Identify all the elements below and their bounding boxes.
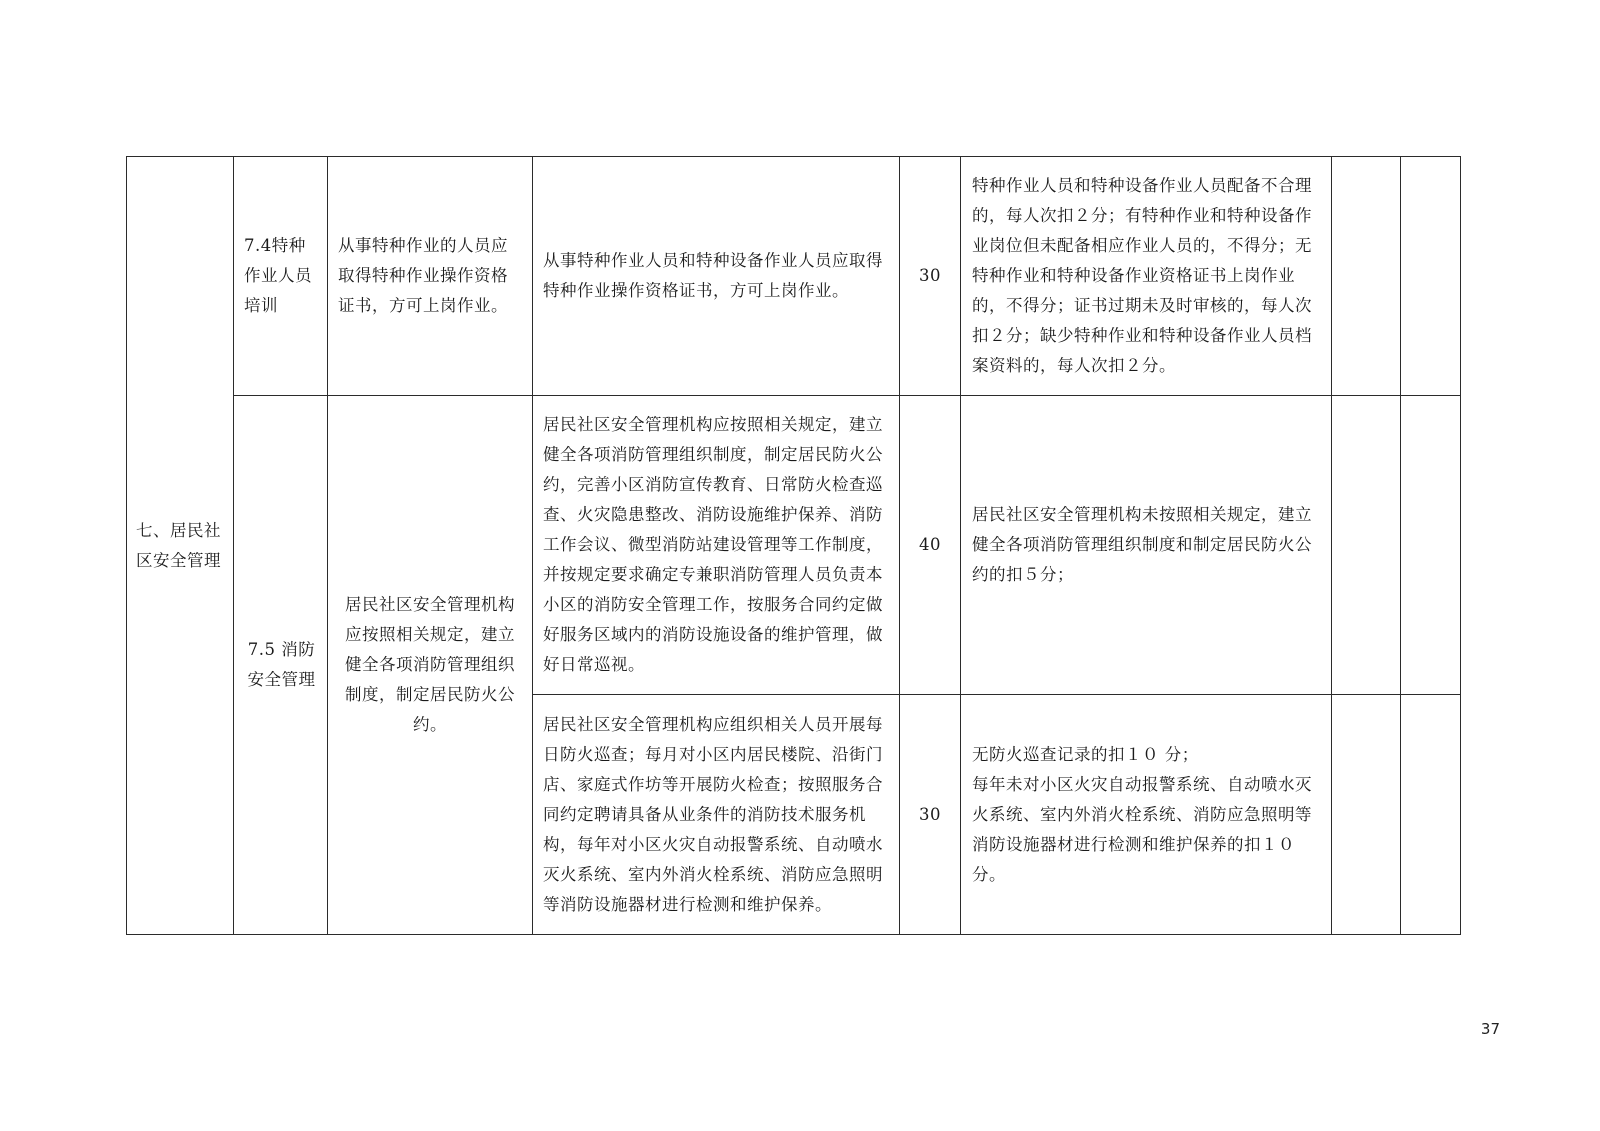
- score-cell: [900, 695, 961, 935]
- content-text: 从事特种作业人员和特种设备作业人员应取得特种作业操作资格证书，方可上岗作业。: [543, 251, 883, 300]
- item-cell: [234, 396, 328, 935]
- remark-cell: [1401, 695, 1461, 935]
- item-cell: [234, 157, 328, 396]
- evaluation-table: [126, 156, 1461, 935]
- score-value: 30: [919, 804, 941, 824]
- item-label: 7.4特种作业人员培训: [244, 236, 312, 315]
- self-assessment-cell: [1332, 396, 1401, 695]
- table-row: [127, 396, 1461, 695]
- category-label: 七、居民社区安全管理: [136, 520, 221, 570]
- deduction-text: 特种作业人员和特种设备作业人员配备不合理的，每人次扣２分；有特种作业和特种设备作业岗位但未配备相应作业人员的，不得分；无特种作业和特种设备作业资格证书上岗作业的，不得分；证书过期未及时审核的，每人次扣２分；缺少特种作业和特种设备作业人员档案资料的，每人次扣２分。: [972, 176, 1312, 375]
- category-cell: [127, 157, 234, 935]
- requirement-text: 居民社区安全管理机构应按照相关规定，建立健全各项消防管理组织制度，制定居民防火公约。: [345, 595, 515, 734]
- requirement-cell: [328, 157, 533, 396]
- deduction-cell: [961, 157, 1332, 396]
- deduction-cell: [961, 396, 1332, 695]
- table-row: [127, 157, 1461, 396]
- score-cell: [900, 396, 961, 695]
- deduction-cell: [961, 695, 1332, 935]
- content-cell: [533, 157, 900, 396]
- deduction-text: 无防火巡查记录的扣１０ 分； 每年未对小区火灾自动报警系统、自动喷水灭火系统、室内外消火栓系统、消防应急照明等消防设施器材进行检测和维护保养的扣１０分。: [972, 744, 1312, 884]
- page-number: 37: [1480, 1020, 1500, 1038]
- remark-cell: [1401, 157, 1461, 396]
- content-text: 居民社区安全管理机构应组织相关人员开展每日防火巡查；每月对小区内居民楼院、沿街门店、家庭式作坊等开展防火检查；按照服务合同约定聘请具备从业条件的消防技术服务机构，每年对小区火灾自动报警系统、自动喷水灭火系统、室内外消火栓系统、消防应急照明等消防设施器材进行检测和维护保养。: [543, 714, 883, 914]
- content-cell: [533, 396, 900, 695]
- self-assessment-cell: [1332, 157, 1401, 396]
- score-value: 40: [919, 535, 941, 554]
- content-text: 居民社区安全管理机构应按照相关规定，建立健全各项消防管理组织制度，制定居民防火公约，完善小区消防宣传教育、日常防火检查巡查、火灾隐患整改、消防设施维护保养、消防工作会议、微型消防站建设管理等工作制度，并按规定要求确定专兼职消防管理人员负责本小区的消防安全管理工作，按服务合同约定做好服务区域内的消防设施设备的维护管理，做好日常巡视。: [543, 415, 883, 674]
- remark-cell: [1401, 396, 1461, 695]
- content-cell: [533, 695, 900, 935]
- deduction-text: 居民社区安全管理机构未按照相关规定，建立健全各项消防管理组织制度和制定居民防火公约的扣５分；: [972, 505, 1312, 584]
- self-assessment-cell: [1332, 695, 1401, 935]
- item-label: 7.5 消防安全管理: [247, 640, 316, 689]
- score-cell: [900, 157, 961, 396]
- score-value: 30: [919, 266, 941, 285]
- requirement-cell: [328, 396, 533, 935]
- requirement-text: 从事特种作业的人员应取得特种作业操作资格证书，方可上岗作业。: [338, 236, 508, 315]
